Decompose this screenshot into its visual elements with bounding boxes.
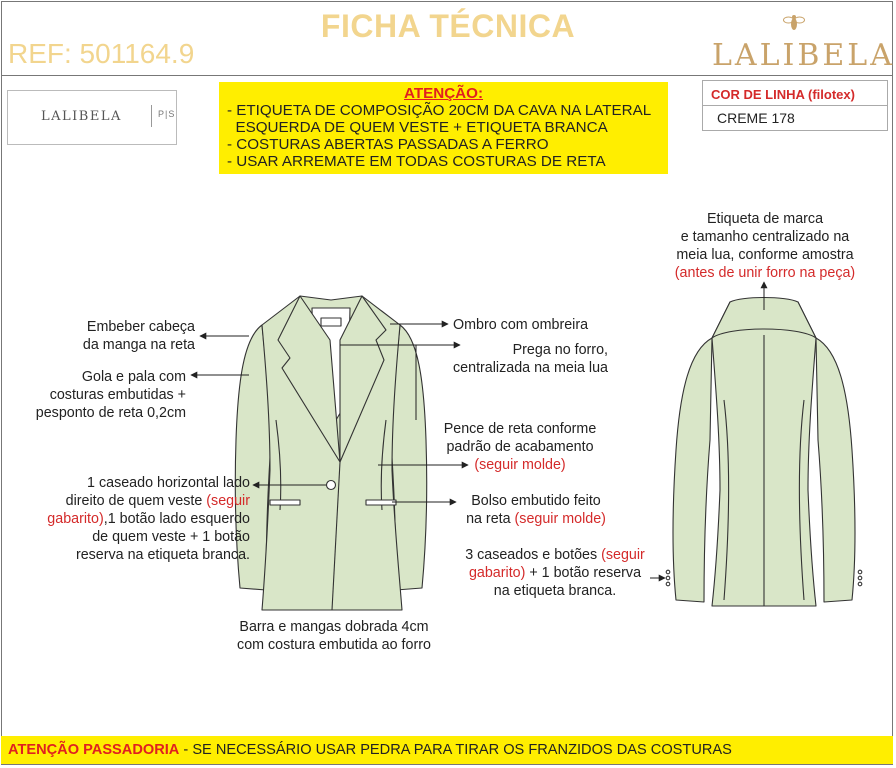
back-sleeve-button [858, 576, 862, 580]
note-line: centralizada na meia lua [453, 360, 608, 376]
note-line: na etiqueta branca. [493, 583, 617, 599]
note-line: direito de quem veste [65, 493, 207, 509]
note-pence [430, 420, 610, 474]
front-button [327, 481, 336, 490]
back-right-sleeve [816, 338, 855, 602]
note-gola [20, 368, 186, 422]
label-logo-text: LALIBELA [41, 109, 122, 124]
back-sleeve-button [858, 582, 862, 586]
brand-logo: LALIBELA [712, 38, 895, 73]
attention-line: - USAR ARREMATE EM TODAS COSTURAS DE RETA [227, 153, 606, 170]
note-highlight: (seguir molde) [514, 511, 606, 527]
note-bolso [446, 492, 626, 528]
note-highlight: (seguir molde) [474, 457, 566, 473]
note-line: Bolso embutido feito [471, 493, 601, 509]
back-sleeve-button [666, 570, 670, 574]
note-highlight: gabarito) [47, 511, 104, 527]
back-left-sleeve [673, 338, 712, 602]
back-sleeve-button [858, 570, 862, 574]
note-etiqueta [650, 210, 880, 282]
front-right-pocket [366, 500, 396, 505]
note-highlight: gabarito) [468, 565, 526, 581]
back-sleeve-button [666, 576, 670, 580]
note-line: Pence de reta conforme [443, 421, 597, 437]
note-line: da manga na reta [82, 337, 195, 353]
attention-heading: ATENÇÃO: [403, 85, 484, 102]
thread-color-title: COR DE LINHA (filotex) [711, 87, 855, 102]
note-line: Barra e mangas dobrada 4cm [239, 619, 429, 635]
note-prega [400, 341, 608, 377]
footer-warning [1, 736, 893, 764]
note-highlight: (seguir [206, 493, 250, 509]
note-line: e tamanho centralizado na [680, 229, 850, 245]
note-line: com costura embutida ao forro [237, 637, 431, 653]
front-jacket [235, 296, 427, 610]
label-logo-suffix: P|S [158, 109, 176, 119]
note-line: meia lua, conforme amostra [676, 247, 854, 263]
note-line: Prega no forro, [512, 342, 608, 358]
page-title: FICHA TÉCNICA [320, 8, 576, 44]
note-line: padrão de acabamento [446, 439, 594, 455]
note-caseado [10, 474, 250, 564]
attention-line: - ETIQUETA DE COMPOSIÇÃO 20CM DA CAVA NA LATERAL [227, 102, 652, 119]
attention-line: ESQUERDA DE QUEM VESTE + ETIQUETA BRANCA [227, 119, 608, 136]
note-highlight: (antes de unir forro na peça) [674, 265, 856, 281]
note-line: Etiqueta de marca [706, 211, 824, 227]
note-ombro: Ombro com ombreira [453, 317, 589, 333]
note-line: de quem veste + 1 botão [92, 529, 250, 545]
note-line: costuras embutidas + [49, 387, 186, 403]
back-jacket [666, 298, 862, 607]
note-line: na reta [466, 511, 515, 527]
note-highlight: (seguir [601, 547, 645, 563]
back-sleeve-button [666, 582, 670, 586]
reference-code: REF: 501164.9 [8, 38, 195, 69]
note-embeber [40, 318, 195, 354]
note-line: pesponto de reta 0,2cm [35, 405, 186, 421]
note-barra [214, 618, 454, 654]
note-line: + 1 botão reserva [525, 565, 642, 581]
front-left-pocket [270, 500, 300, 505]
front-neck-label [321, 318, 341, 326]
note-line: ,1 botão lado esquerdo [103, 511, 250, 527]
note-line: Embeber cabeça [86, 319, 195, 335]
note-line: Gola e pala com [81, 369, 186, 385]
note-line: reserva na etiqueta branca. [75, 547, 250, 563]
thread-color-value: CREME 178 [717, 110, 795, 126]
footer-text: - SE NECESSÁRIO USAR PEDRA PARA TIRAR OS FRANZIDOS DAS COSTURAS [179, 742, 732, 758]
attention-line: - COSTURAS ABERTAS PASSADAS A FERRO [227, 136, 549, 153]
note-line: 1 caseado horizontal lado [87, 475, 250, 491]
footer-heading: ATENÇÃO PASSADORIA [8, 742, 180, 758]
note-botoes [445, 546, 665, 600]
note-line: 3 caseados e botões [465, 547, 602, 563]
